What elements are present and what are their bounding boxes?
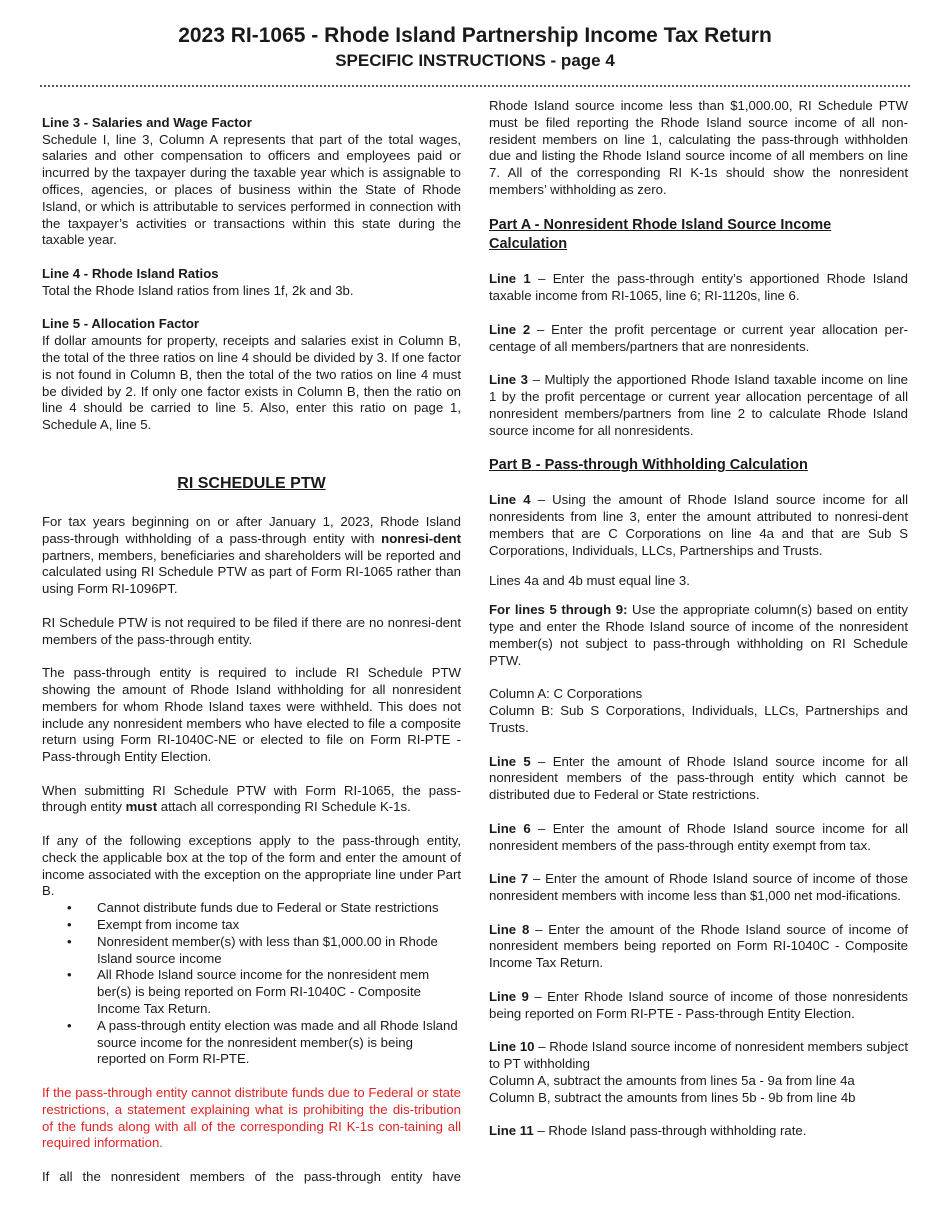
line5-heading: Line 5 - Allocation Factor	[42, 316, 200, 332]
bullet-icon: •	[67, 933, 72, 949]
line4-body: Total the Rhode Island ratios from lines 1f, 2k and 3b.	[42, 282, 354, 298]
line2-instruction: Line 2 – Enter the profit percentage or current year allocation per-centage of all members/partners that are nonresidents.	[489, 321, 908, 354]
bullet-icon: •	[67, 900, 72, 916]
line10-column-a: Column A, subtract the amounts from lines 5a - 9a from line 4a	[489, 1072, 855, 1088]
page-title: 2023 RI-1065 - Rhode Island Partnership Income Tax Return	[178, 24, 772, 47]
list-item: • Cannot distribute funds due to Federal or State restrictions	[67, 900, 439, 916]
continued-paragraph: Rhode Island source income less than $1,000.00, RI Schedule PTW must be filed reporting the Rhode Island source income of all non-resident members on line 1, calculating the pass-through withholden due and listing the Rhode Island source income of all members on line 7. All of the corresponding RI K-1s should show the nonresident members’ withholding as zero.	[489, 98, 908, 197]
ptw-paragraph-3: The pass-through entity is required to include RI Schedule PTW showing the amount of Rhode Island withholding for all nonresident members for whom Rhode Island taxes were withheld. This does not include any nonresident members who have elected to file a composite return using Form RI-1040C-NE or elected to file on Form RI-PTE - Pass-through Entity Election.	[42, 665, 461, 765]
line3-body: Schedule I, line 3, Column A represents that part of the total wages, salaries and other compensation to officers and employees paid or incurred by the taxpayer during the taxable year which is assignable to offices, agencies, or places of business within the State of Rhode Island, or which is attributable to services performed in connection with the taxpayer’s activities or transactions within this state during the taxable year.	[42, 131, 461, 248]
continued-text: If all the nonresident members of the pass-through entity have	[42, 1169, 461, 1185]
bullet-icon: •	[67, 1017, 72, 1033]
ptw-paragraph-1: For tax years beginning on or after January 1, 2023, Rhode Island pass-through withholding of a pass-through entity with nonresi-dent partners, members, beneficiaries and shareholders will be reported and calculated using RI Schedule PTW as part of Form RI-1065 rather than using Form RI-1096PT.	[42, 513, 461, 597]
line10-instruction: Line 10 – Rhode Island source income of nonresident members subject to PT withholding	[489, 1039, 908, 1071]
line11-instruction: Line 11 – Rhode Island pass-through withholding rate.	[489, 1123, 807, 1139]
list-item: • Exempt from income tax	[67, 917, 240, 933]
line4-instruction: Line 4 – Using the amount of Rhode Island source income for all nonresidents from line 3, enter the amount attributed to nonresi-dent members that are C Corporations on line 4a and that are Sub S Corporations, Individuals, LLCs, Partnerships and Trusts.	[489, 492, 909, 558]
line8-instruction: Line 8 – Enter the amount of the Rhode Island source of income of nonresident members being reported on Form RI-1040C - Composite Income Tax Return.	[489, 921, 908, 971]
line3-heading: Line 3 - Salaries and Wage Factor	[42, 114, 252, 130]
line10-column-b: Column B, subtract the amounts from lines 5b - 9b from line 4b	[489, 1089, 856, 1105]
line6-instruction: Line 6 – Enter the amount of Rhode Island source income for all nonresident members of the pass-through entity exempt from tax.	[489, 820, 908, 853]
bullet-icon: •	[67, 967, 72, 983]
line4-heading: Line 4 - Rhode Island Ratios	[42, 265, 219, 281]
list-item: • A pass-through entity election was made and all Rhode Island source income for the nonresident member(s) is being reported on Form RI-PTE.	[67, 1017, 458, 1067]
restriction-note: If the pass-through entity cannot distribute funds due to Federal or state restrictions, a statement explaining what is prohibiting the dis-tribution of the funds along with all of the corresponding RI K-1s con-taining all required information.	[42, 1085, 461, 1151]
bullet-icon: •	[67, 917, 72, 933]
line5-body: If dollar amounts for property, receipts and salaries exist in Column B, the total of the three ratios on line 4 should be divided by 3. If one factor is not found in Column B, then the total of the two ratios on line 4 must be divided by 2. If only one factor exists in Column B, then the ratio on line 4 should be carried to line 5. Also, enter this ratio on page 1, Schedule A, line 5.	[42, 333, 461, 433]
column-a-note: Column A: C Corporations	[489, 686, 643, 702]
list-item: • All Rhode Island source income for the nonresident mem ber(s) is being reported on Form RI-1040C - Composite Income Tax Return.	[67, 967, 430, 1017]
ptw-paragraph-4: When submitting RI Schedule PTW with Form RI-1065, the pass-through entity must attach all corresponding RI Schedule K-1s.	[42, 782, 461, 815]
right-column	[489, 98, 908, 1140]
ri-schedule-ptw-heading: RI SCHEDULE PTW	[177, 474, 326, 492]
line9-instruction: Line 9 – Enter Rhode Island source of income of those nonresidents being reported on Form RI-PTE - Pass-through Entity Election.	[489, 988, 908, 1021]
dotted-divider	[40, 85, 910, 87]
line3-instruction: Line 3 – Multiply the apportioned Rhode Island taxable income on line 1 by the profit percentage or current year allocation percentage of all nonresident members/partners from line 2 to calculate Rhode Island source income for all nonresidents.	[489, 372, 908, 438]
page-subtitle: SPECIFIC INSTRUCTIONS - page 4	[335, 51, 615, 70]
lines5-9-instruction: For lines 5 through 9: Use the appropriate column(s) based on entity type and enter the Rhode Island source of income of the nonresident member(s) not subject to pass-through withholding on RI Schedule PTW.	[489, 602, 909, 668]
column-b-note: Column B: Sub S Corporations, Individuals, LLCs, Partnerships and Trusts.	[489, 703, 908, 735]
list-item: • Nonresident member(s) with less than $1,000.00 in Rhode Island source income	[67, 933, 438, 966]
part-a-heading: Part A - Nonresident Rhode Island Source Income Calculation	[489, 216, 832, 253]
line1-instruction: Line 1 – Enter the pass-through entity’s apportioned Rhode Island taxable income from RI-1065, line 6; RI-1120s, line 6.	[489, 271, 908, 304]
ptw-paragraph-5: If any of the following exceptions apply to the pass-through entity, check the applicable box at the top of the form and enter the amount of income associated with the exception on the appropriate line under Part B.	[42, 833, 461, 899]
ptw-paragraph-2: RI Schedule PTW is not required to be filed if there are no nonresi-dent members of the pass-through entity.	[42, 614, 461, 647]
part-b-heading: Part B - Pass-through Withholding Calculation	[489, 457, 808, 474]
line7-instruction: Line 7 – Enter the amount of Rhode Island source of income of those nonresident members with income less than $1,000 net mod-ifications.	[489, 871, 908, 903]
line4-note: Lines 4a and 4b must equal line 3.	[489, 572, 690, 588]
line5-instruction: Line 5 – Enter the amount of Rhode Island source income for all nonresident members of the pass-through entity which cannot be distributed due to Federal or State restrictions.	[489, 753, 908, 803]
left-column	[42, 98, 461, 1186]
exceptions-list	[42, 900, 461, 1068]
